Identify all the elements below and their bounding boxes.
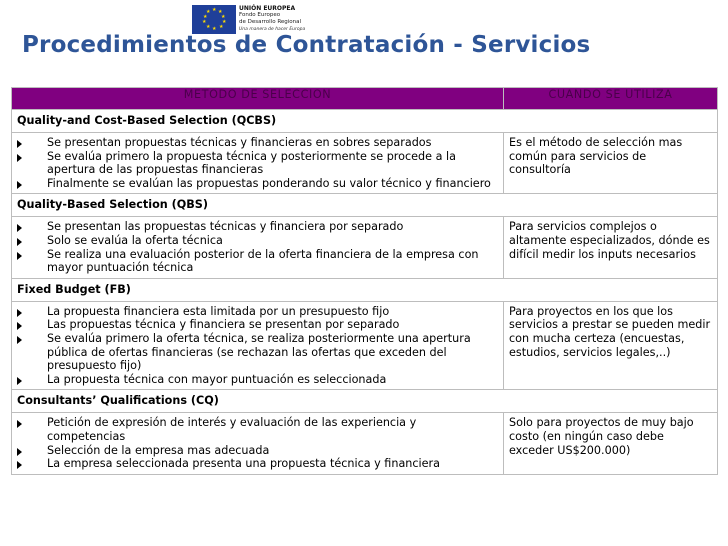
eu-logo-line4: Una manera de hacer Europa	[239, 27, 306, 32]
eu-logo-line2: Fondo Europeo	[239, 12, 281, 18]
list-item: La propuesta financiera esta limitada por un presupuesto fijo	[17, 305, 497, 319]
arrow-bullet-icon	[17, 140, 22, 148]
section-row-cq	[12, 390, 718, 413]
table-row	[12, 301, 718, 390]
arrow-bullet-icon	[17, 322, 22, 330]
usage-description: Para servicios complejos o altamente especializados, dónde es difícil medir los inputs necesarios	[504, 217, 718, 278]
section-title: Quality-and Cost-Based Selection (QCBS)	[12, 110, 718, 133]
arrow-bullet-icon	[17, 238, 22, 246]
arrow-bullet-icon	[17, 336, 22, 344]
section-title: Consultants’ Qualifications (CQ)	[12, 390, 718, 413]
list-item: Se presentan propuestas técnicas y financieras en sobres separados	[17, 136, 497, 150]
eu-logo-line3: de Desarrollo Regional	[239, 19, 302, 25]
usage-description: Para proyectos en los que los servicios a prestar se pueden medir con mucha certeza (encuestas, estudios, servicios legales,..)	[504, 301, 718, 390]
list-item: Las propuestas técnica y financiera se presentan por separado	[17, 318, 497, 332]
list-item: Solo se evalúa la oferta técnica	[17, 234, 497, 248]
arrow-bullet-icon	[17, 309, 22, 317]
table-header-row	[12, 88, 718, 110]
arrow-bullet-icon	[17, 448, 22, 456]
list-item: Se evalúa primero la propuesta técnica y posteriormente se procede a la apertura de las propuestas financieras	[17, 150, 497, 177]
section-title: Quality-Based Selection (QBS)	[12, 194, 718, 217]
arrow-bullet-icon	[17, 420, 22, 428]
arrow-bullet-icon	[17, 461, 22, 469]
section-row-qcbs	[12, 110, 718, 133]
list-item: Finalmente se evalúan las propuestas ponderando su valor técnico y financiero	[17, 177, 497, 191]
list-item: Se realiza una evaluación posterior de la oferta financiera de la empresa con mayor puntuación técnica	[17, 248, 497, 275]
table-row	[12, 413, 718, 474]
arrow-bullet-icon	[17, 224, 22, 232]
method-description	[12, 301, 504, 390]
eu-flag-icon: ★ ★ ★ ★ ★ ★ ★ ★ ★ ★	[192, 5, 236, 34]
section-title: Fixed Budget (FB)	[12, 278, 718, 301]
eu-logo-text	[239, 5, 305, 33]
arrow-bullet-icon	[17, 154, 22, 162]
usage-description: Solo para proyectos de muy bajo costo (en ningún caso debe exceder US$200.000)	[504, 413, 718, 474]
list-item: Petición de expresión de interés y evaluación de las experiencia y competencias	[17, 416, 497, 443]
section-row-fb	[12, 278, 718, 301]
method-description	[12, 133, 504, 194]
column-header-method: METODO DE SELECCION	[12, 88, 504, 110]
section-row-qbs	[12, 194, 718, 217]
method-description	[12, 413, 504, 474]
table-row	[12, 133, 718, 194]
list-item: Se presentan las propuestas técnicas y financiera por separado	[17, 220, 497, 234]
list-item: La empresa seleccionada presenta una propuesta técnica y financiera	[17, 457, 497, 471]
page-title: Procedimientos de Contratación - Servicios	[22, 32, 591, 58]
method-description	[12, 217, 504, 278]
eu-logo-line1: UNIÓN EUROPEA	[239, 5, 296, 12]
arrow-bullet-icon	[17, 181, 22, 189]
arrow-bullet-icon	[17, 252, 22, 260]
list-item: Se evalúa primero la oferta técnica, se realiza posteriormente una apertura pública de ofertas financieras (se rechazan las ofertas que exceden del presupuesto fijo)	[17, 332, 497, 373]
column-header-when: CUANDO SE UTILIZA	[504, 88, 718, 110]
usage-description: Es el método de selección mas común para servicios de consultoría	[504, 133, 718, 194]
selection-methods-table	[11, 87, 718, 475]
arrow-bullet-icon	[17, 377, 22, 385]
list-item: Selección de la empresa mas adecuada	[17, 444, 497, 458]
table-row	[12, 217, 718, 278]
list-item: La propuesta técnica con mayor puntuación es seleccionada	[17, 373, 497, 387]
